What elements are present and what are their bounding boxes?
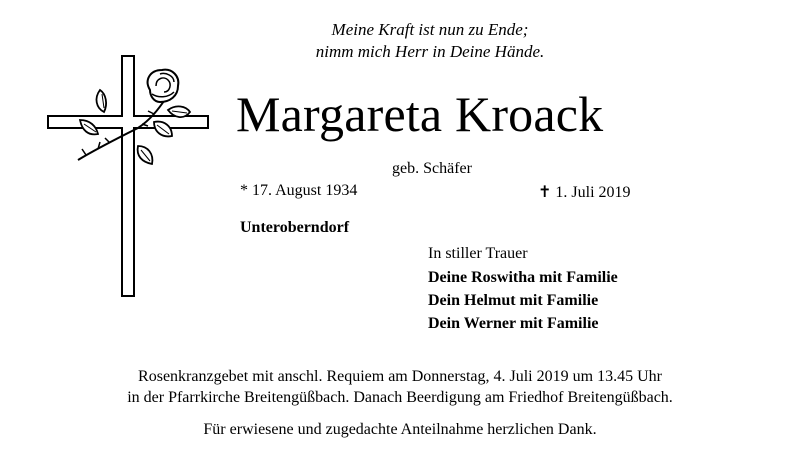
poem-line-1: Meine Kraft ist nun zu Ende; xyxy=(331,20,529,39)
cross-with-rose-icon xyxy=(38,50,213,302)
death-date: ✝ 1. Juli 2019 xyxy=(538,184,631,201)
mourning-intro: In stiller Trauer xyxy=(428,245,528,262)
maiden-name: geb. Schäfer xyxy=(392,160,472,177)
mourner-name: Deine Roswitha mit Familie xyxy=(428,269,618,286)
service-line-2: in der Pfarrkirche Breitengüßbach. Danach Beerdigung am Friedhof Breitengüßbach. xyxy=(127,389,673,406)
deceased-name: Margareta Kroack xyxy=(236,86,604,142)
mourner-name: Dein Helmut mit Familie xyxy=(428,292,599,309)
mourner-name: Dein Werner mit Familie xyxy=(428,315,599,332)
thanks-note: Für erwiesene und zugedachte Anteilnahme herzlichen Dank. xyxy=(203,421,597,438)
hometown: Unteroberndorf xyxy=(240,219,350,236)
service-line-1: Rosenkranzgebet mit anschl. Requiem am Donnerstag, 4. Juli 2019 um 13.45 Uhr xyxy=(138,368,662,385)
birth-date: * 17. August 1934 xyxy=(240,182,358,199)
poem-line-2: nimm mich Herr in Deine Hände. xyxy=(315,42,545,61)
